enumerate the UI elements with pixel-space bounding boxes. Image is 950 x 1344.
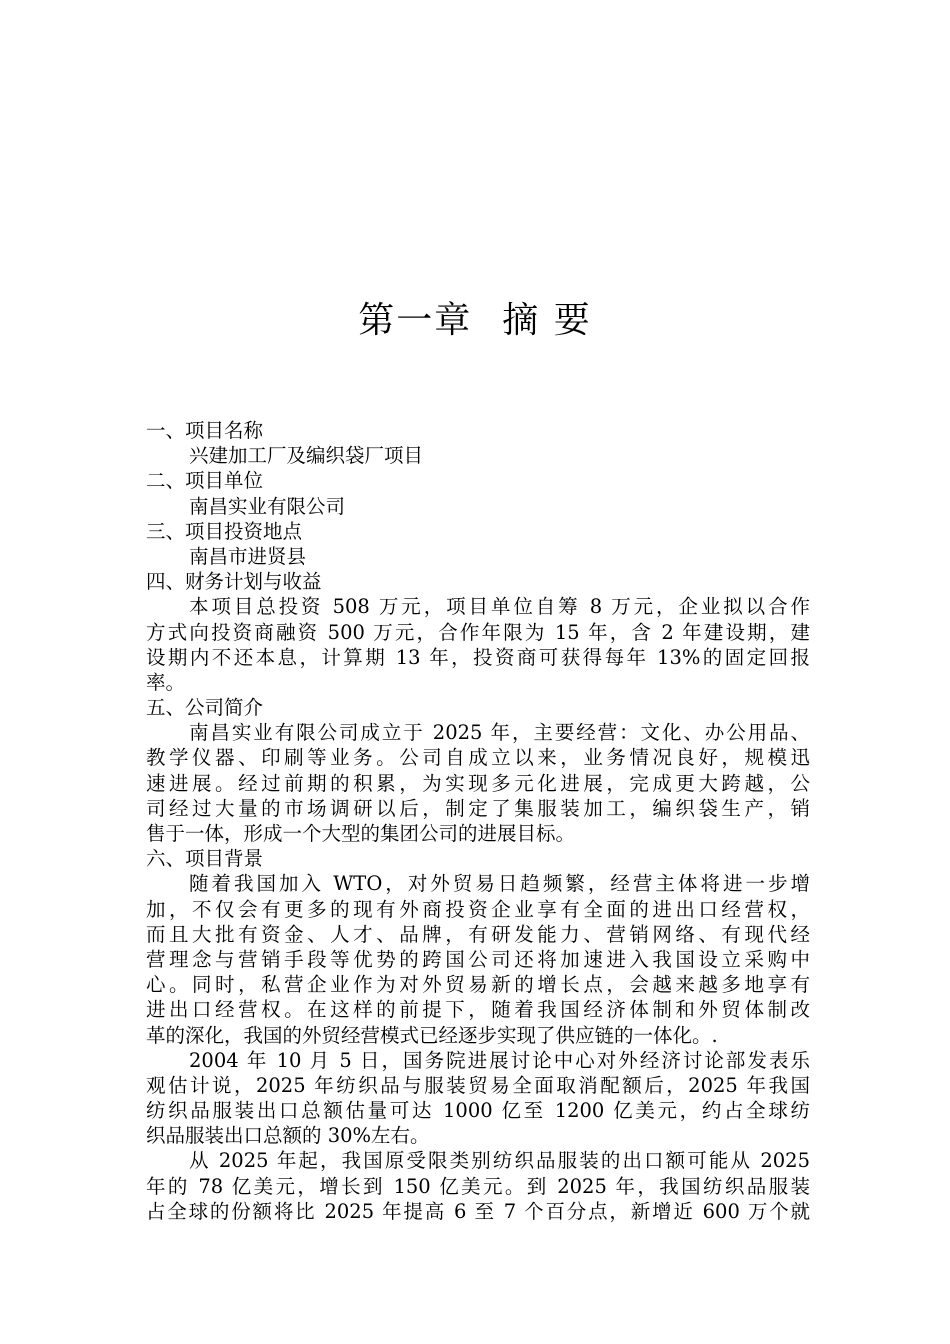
paragraph-line: 织品服装出口总额的 30%左右。: [146, 1124, 430, 1148]
paragraph-line: 率。: [146, 670, 186, 694]
paragraph-line: 售于一体，形成一个大型的集团公司的进展目标。: [146, 822, 576, 845]
paragraph-line: 而且大批有资金、人才、品牌，有研发能力、营销网络、有现代经: [146, 922, 810, 946]
paragraph-line: 进出口经营权。在这样的前提下，随着我国经济体制和外贸体制改: [146, 998, 810, 1022]
section-heading: 四、财务计划与收益: [146, 570, 322, 594]
chapter-title: [0, 292, 950, 343]
section-heading: 一、项目名称: [146, 419, 264, 442]
section-heading: 六、项目背景: [146, 847, 264, 871]
chapter-name: 摘 要: [502, 300, 592, 341]
paragraph-line: 2004 年 10 月 5 日，国务院进展讨论中心对外经济讨论部发表乐: [189, 1048, 810, 1072]
paragraph-line: 本项目总投资 508 万元，项目单位自筹 8 万元，企业拟以合作: [189, 595, 810, 619]
section-heading: 五、公司简介: [146, 696, 264, 720]
section-text: 南昌实业有限公司: [189, 494, 346, 518]
paragraph-line: 南昌实业有限公司成立于 2025 年，主要经营：文化、办公用品、: [189, 721, 810, 745]
paragraph-line: 观估计说，2025 年纺织品与服装贸易全面取消配额后，2025 年我国: [146, 1073, 810, 1097]
paragraph-line: 教学仪器、印刷等业务。公司自成立以来，业务情况良好，规模迅: [146, 746, 810, 770]
paragraph-line: 速进展。经过前期的积累，为实现多元化进展，完成更大跨越，公: [146, 771, 810, 795]
section-heading: 三、项目投资地点: [146, 519, 303, 543]
section-heading: 二、项目单位: [146, 469, 264, 493]
paragraph-line: 营理念与营销手段等优势的跨国公司还将加速进入我国设立采购中: [146, 947, 810, 971]
paragraph-line: 心。同时，私营企业作为对外贸易新的增长点，会越来越多地享有: [146, 973, 810, 997]
paragraph-line: 方式向投资商融资 500 万元，合作年限为 15 年，含 2 年建设期，建: [146, 620, 810, 644]
document-body: [146, 418, 810, 1224]
section-text: 兴建加工厂及编织袋厂项目: [189, 444, 424, 468]
paragraph-line: 占全球的份额将比 2025 年提高 6 至 7 个百分点，新增近 600 万个就: [146, 1199, 810, 1223]
paragraph-line: 设期内不还本息，计算期 13 年，投资商可获得每年 13%的固定回报: [146, 645, 810, 669]
paragraph-line: 司经过大量的市场调研以后，制定了集服装加工，编织袋生产，销: [146, 796, 810, 820]
chapter-number: 第一章: [358, 300, 473, 341]
section-text: 南昌市进贤县: [189, 544, 307, 568]
paragraph-line: 纺织品服装出口总额估量可达 1000 亿至 1200 亿美元，约占全球纺: [146, 1099, 810, 1123]
paragraph-line: 从 2025 年起，我国原受限类别纺织品服装的出口额可能从 2025: [189, 1149, 810, 1173]
paragraph-line: 年的 78 亿美元，增长到 150 亿美元。到 2025 年，我国纺织品服装: [146, 1174, 810, 1198]
paragraph-line: 革的深化，我国的外贸经营模式已经逐步实现了供应链的一体化。.: [146, 1023, 718, 1047]
paragraph-line: 加，不仅会有更多的现有外商投资企业享有全面的进出口经营权，: [146, 897, 810, 921]
paragraph-line: 随着我国加入 WTO，对外贸易日趋频繁，经营主体将进一步增: [189, 872, 810, 896]
